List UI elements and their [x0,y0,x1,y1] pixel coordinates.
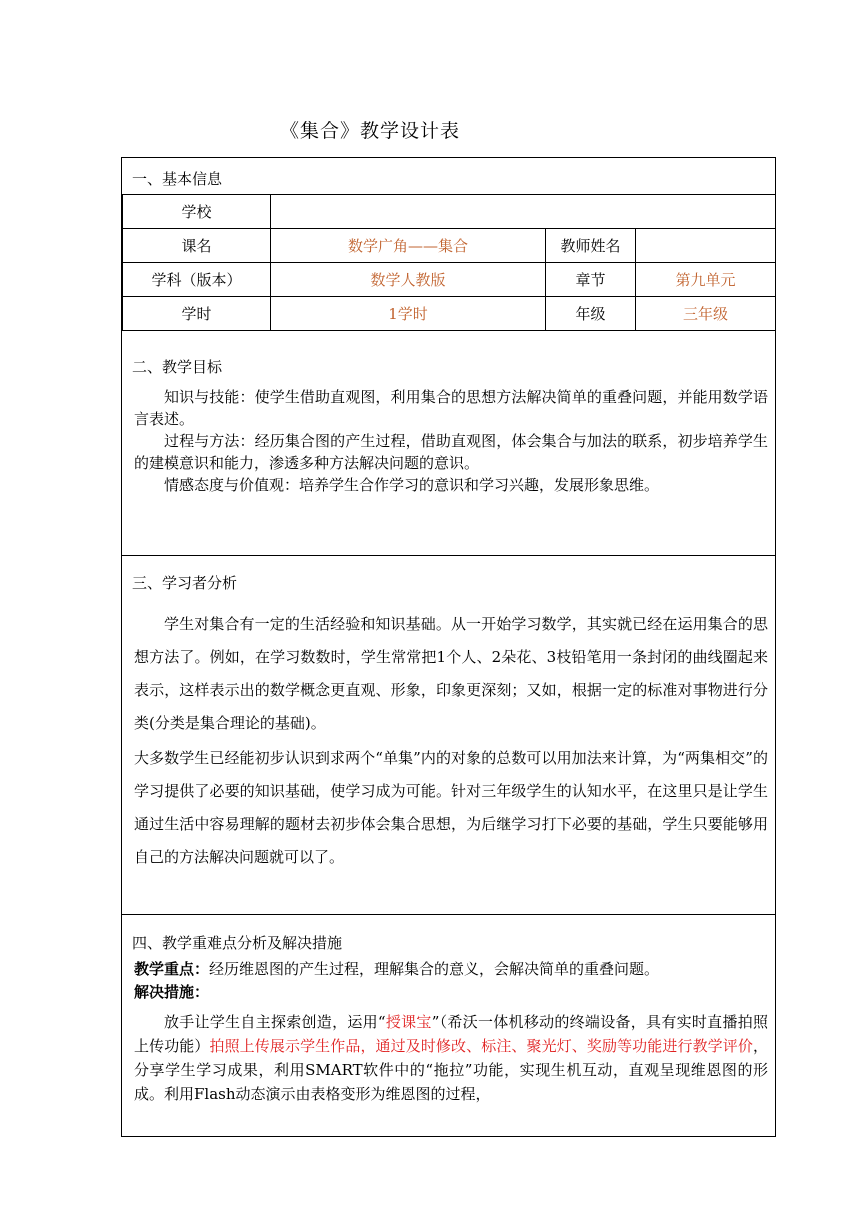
measures-text-part-2: ”（希沃一体机移动的终端设备，具有实时直播拍照上传功能） [134,1013,769,1055]
focus-text: 经历维恩图的产生过程，理解集合的意义，会解决简单的重叠问题。 [209,960,660,978]
highlight-device-name: 授课宝 [385,1013,432,1031]
highlight-evaluation: 拍照上传展示学生作品，通过及时修改、标注、聚光灯、奖励等功能进行教学评价 [209,1037,753,1055]
objective-attitude: 情感态度与价值观：培养学生合作学习的意识和学习兴趣，发展形象思维。 [164,476,660,494]
teacher-label: 教师姓名 [545,228,636,263]
divider [122,914,775,915]
course-label: 课名 [122,228,271,263]
measures-label: 解决措施： [134,983,210,1001]
measures-text [134,1010,768,1106]
grade-value: 三年级 [635,296,776,331]
course-value: 数学广角——集合 [270,228,546,263]
hours-label: 学时 [122,296,271,331]
chapter-label: 章节 [545,262,636,297]
measures-text-part-1: 放手让学生自主探索创造，运用“ [164,1013,386,1031]
section-learner-heading: 三、学习者分析 [132,574,238,592]
focus-label: 教学重点： [134,960,210,978]
section-keypoints-heading: 四、教学重难点分析及解决措施 [132,934,343,952]
keypoints-body [134,958,768,1106]
subject-label: 学科（版本） [122,262,271,297]
chapter-value: 第九单元 [635,262,776,297]
learner-body [134,608,768,874]
section-objectives-heading: 二、教学目标 [132,358,223,376]
measures-text-part-3: ，分享学生学习成果，利用SMART软件中的“拖拉”功能，实现生机互动，直观呈现维恩图的形成。利用Flash动态演示由表格变形为维恩图的过程， [134,1037,768,1103]
objectives-body [134,386,768,496]
section-basic-info-heading: 一、基本信息 [132,170,223,188]
learner-paragraph-2: 大多数学生已经能初步认识到求两个“单集”内的对象的总数可以用加法来计算，为“两集相交”的学习提供了必要的知识基础，使学习成为可能。针对三年级学生的认知水平，在这里只是让学生通过生活中容易理解的题材去初步体会集合思想，为后继学习打下必要的基础，学生只要能够用自己的方法解决问题就可以了。 [134,749,768,866]
school-label: 学校 [122,194,271,229]
document-title: 《集合》教学设计表 [279,120,460,142]
objective-process: 过程与方法：经历集合图的产生过程，借助直观图，体会集合与加法的联系，初步培养学生的建模意识和能力，渗透多种方法解决问题的意识。 [134,432,768,472]
objective-knowledge: 知识与技能：使学生借助直观图，利用集合的思想方法解决简单的重叠问题，并能用数学语言表述。 [134,388,768,428]
subject-value: 数学人教版 [270,262,546,297]
design-table [121,157,776,1137]
teacher-value [635,228,776,263]
divider [122,555,775,556]
hours-value: 1学时 [270,296,546,331]
grade-label: 年级 [545,296,636,331]
school-value [270,194,776,229]
learner-paragraph-1: 学生对集合有一定的生活经验和知识基础。从一开始学习数学，其实就已经在运用集合的思想方法了。例如，在学习数数时，学生常常把1个人、2朵花、3枝铅笔用一条封闭的曲线圈起来表示，这样表示出的数学概念更直观、形象，印象更深刻；又如，根据一定的标准对事物进行分类(分类是集合理论的基础)。 [134,615,768,732]
